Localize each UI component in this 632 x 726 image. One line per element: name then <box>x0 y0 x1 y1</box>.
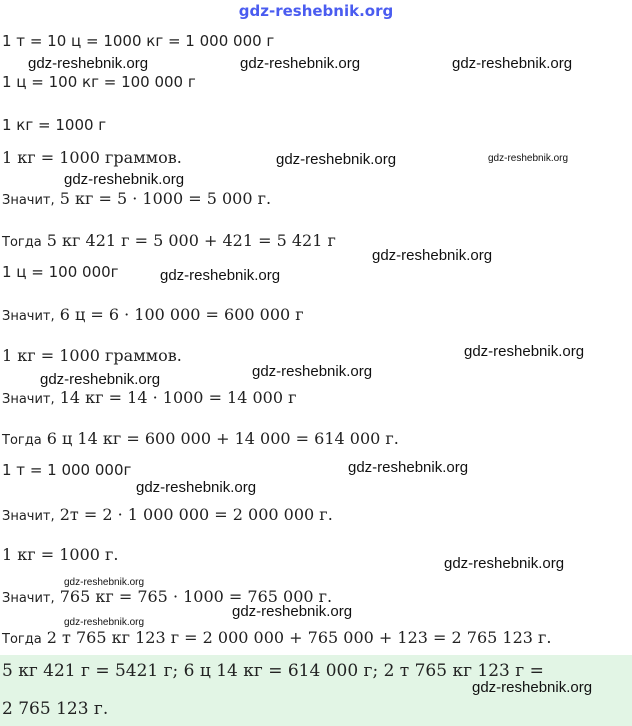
watermark: gdz-reshebnik.org <box>64 577 145 588</box>
watermark: gdz-reshebnik.org <box>64 171 185 188</box>
watermark: gdz-reshebnik.org <box>444 555 565 572</box>
watermark: gdz-reshebnik.org <box>252 363 373 380</box>
answer-line-1: 5 кг 421 г = 5421 г; 6 ц 14 кг = 614 000 г; 2 т 765 кг 123 г = <box>2 661 544 681</box>
solution-line-11: Тогда 6 ц 14 кг = 600 000 + 14 000 = 614 000 г. <box>2 429 399 448</box>
watermark: gdz-reshebnik.org <box>28 55 149 72</box>
solution-line-3: 1 кг = 1000 г <box>2 116 107 134</box>
solution-line-7: 1 ц = 100 000г <box>2 263 119 281</box>
watermark: gdz-reshebnik.org <box>64 617 145 628</box>
solution-line-8: Значит, 6 ц = 6 · 100 000 = 600 000 г <box>2 305 304 324</box>
watermark: gdz-reshebnik.org <box>276 151 397 168</box>
solution-line-13: Значит, 2т = 2 · 1 000 000 = 2 000 000 г. <box>2 505 333 524</box>
watermark: gdz-reshebnik.org <box>40 371 161 388</box>
solution-line-5: Значит, 5 кг = 5 · 1000 = 5 000 г. <box>2 189 272 208</box>
solution-line-14: 1 кг = 1000 г. <box>2 545 119 564</box>
watermark: gdz-reshebnik.org <box>240 55 361 72</box>
watermark: gdz-reshebnik.org <box>160 267 281 284</box>
header-watermark: gdz-reshebnik.org <box>238 2 394 20</box>
solution-line-12: 1 т = 1 000 000г <box>2 461 132 479</box>
answer-line-2: 2 765 123 г. <box>2 699 109 719</box>
watermark: gdz-reshebnik.org <box>464 343 585 360</box>
solution-line-2: 1 ц = 100 кг = 100 000 г <box>2 73 196 91</box>
watermark: gdz-reshebnik.org <box>232 603 353 620</box>
solution-line-16: Тогда 2 т 765 кг 123 г = 2 000 000 + 765 000 + 123 = 2 765 123 г. <box>2 628 552 647</box>
solution-line-10: Значит, 14 кг = 14 · 1000 = 14 000 г <box>2 388 297 407</box>
solution-line-1: 1 т = 10 ц = 1000 кг = 1 000 000 г <box>2 32 275 50</box>
solution-line-4: 1 кг = 1000 граммов. <box>2 148 182 167</box>
watermark: gdz-reshebnik.org <box>488 153 569 164</box>
solution-line-15: Значит, 765 кг = 765 · 1000 = 765 000 г. <box>2 587 333 606</box>
watermark: gdz-reshebnik.org <box>472 679 593 696</box>
watermark: gdz-reshebnik.org <box>136 479 257 496</box>
watermark: gdz-reshebnik.org <box>452 55 573 72</box>
solution-line-9: 1 кг = 1000 граммов. <box>2 346 182 365</box>
solution-line-6: Тогда 5 кг 421 г = 5 000 + 421 = 5 421 г <box>2 231 336 250</box>
watermark: gdz-reshebnik.org <box>372 247 493 264</box>
watermark: gdz-reshebnik.org <box>348 459 469 476</box>
